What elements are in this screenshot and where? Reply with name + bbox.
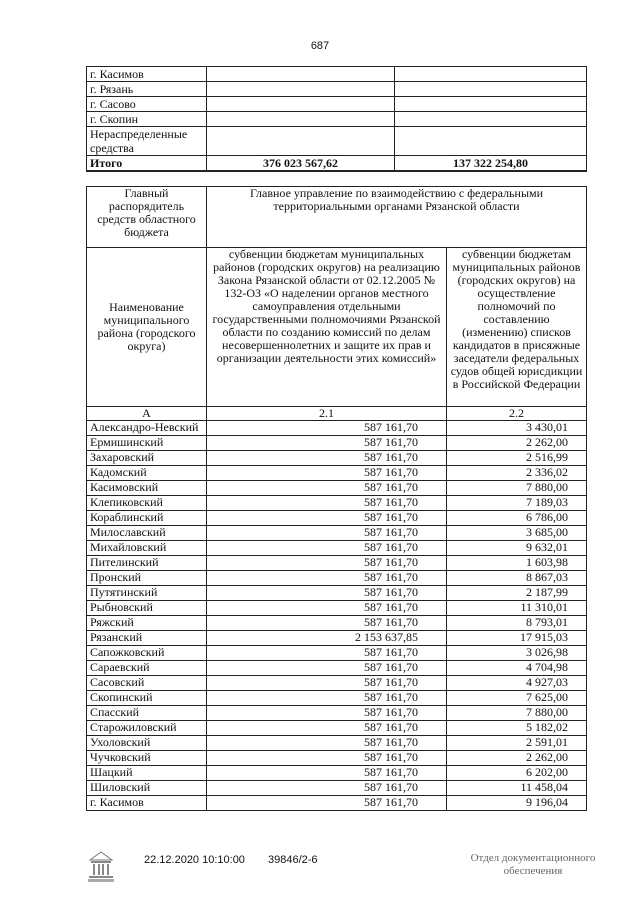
table-row	[87, 541, 587, 556]
subvention-2-1-cell: 587 161,70	[207, 661, 447, 676]
table-row	[87, 751, 587, 766]
subvention-2-2-cell: 7 880,00	[447, 706, 587, 721]
subvention-2-1-cell: 2 153 637,85	[207, 631, 447, 646]
top-table-row	[87, 82, 587, 97]
subvention-2-2-cell: 2 262,00	[447, 751, 587, 766]
amount-cell	[207, 127, 395, 156]
district-name-cell: Чучковский	[87, 751, 207, 766]
district-name-cell: Кораблинский	[87, 511, 207, 526]
column-number-2-1: 2.1	[207, 407, 447, 421]
municipality-name-cell: г. Скопин	[87, 112, 207, 127]
district-name-cell: Клепиковский	[87, 496, 207, 511]
district-name-cell: Шиловский	[87, 781, 207, 796]
subvention-2-2-cell: 3 026,98	[447, 646, 587, 661]
district-name-cell: Спасский	[87, 706, 207, 721]
table-row	[87, 481, 587, 496]
total-amount-cell: 137 322 254,80	[395, 156, 587, 172]
subvention-2-1-cell: 587 161,70	[207, 721, 447, 736]
subvention-2-1-cell: 587 161,70	[207, 736, 447, 751]
subvention-2-1-cell: 587 161,70	[207, 481, 447, 496]
district-name-cell: Ряжский	[87, 616, 207, 631]
district-name-cell: Рыбновский	[87, 601, 207, 616]
subvention-2-1-cell: 587 161,70	[207, 436, 447, 451]
building-emblem-icon	[86, 850, 116, 884]
total-amount-cell: 376 023 567,62	[207, 156, 395, 172]
table-row	[87, 511, 587, 526]
subvention-2-2-cell: 4 704,98	[447, 661, 587, 676]
subvention-2-2-cell: 8 793,01	[447, 616, 587, 631]
amount-cell	[395, 127, 587, 156]
district-name-cell: Пителинский	[87, 556, 207, 571]
distributor-value: Главное управление по взаимодействию с федеральными территориальными органами Рязанской области	[207, 187, 587, 248]
column-2-1-header: субвенции бюджетам муниципальных районов (городских округов) на реализацию Закона Рязанской области от 02.12.2005 № 132-ОЗ «О наделении органов местного самоуправления отдельными государственными полномочиями Рязанской области по созданию комиссий по делам несовершеннолетних и защите их прав и организации деятельности этих комиссий»	[207, 248, 447, 407]
subvention-2-2-cell: 7 625,00	[447, 691, 587, 706]
total-row	[87, 156, 587, 172]
district-name-cell: Сапожковский	[87, 646, 207, 661]
subvention-2-2-cell: 5 182,02	[447, 721, 587, 736]
table-row	[87, 721, 587, 736]
district-name-cell: Ермишинский	[87, 436, 207, 451]
district-name-cell: Шацкий	[87, 766, 207, 781]
subvention-2-1-cell: 587 161,70	[207, 526, 447, 541]
subvention-2-2-cell: 7 880,00	[447, 481, 587, 496]
table-row	[87, 601, 587, 616]
amount-cell	[395, 82, 587, 97]
table-row	[87, 436, 587, 451]
column-number-row	[87, 407, 587, 421]
district-name-cell: Кадомский	[87, 466, 207, 481]
amount-cell	[395, 97, 587, 112]
table-row	[87, 466, 587, 481]
total-label: Итого	[87, 156, 207, 172]
subvention-2-1-cell: 587 161,70	[207, 616, 447, 631]
subvention-2-2-cell: 9 196,04	[447, 796, 587, 811]
table-row	[87, 736, 587, 751]
subvention-2-2-cell: 4 927,03	[447, 676, 587, 691]
table-row	[87, 496, 587, 511]
subvention-2-2-cell: 1 603,98	[447, 556, 587, 571]
table-row	[87, 646, 587, 661]
subvention-2-2-cell: 2 591,01	[447, 736, 587, 751]
table-row	[87, 451, 587, 466]
subvention-2-2-cell: 9 632,01	[447, 541, 587, 556]
subvention-2-2-cell: 2 336,02	[447, 466, 587, 481]
subvention-2-2-cell: 11 310,01	[447, 601, 587, 616]
column-number-2-2: 2.2	[447, 407, 587, 421]
subvention-2-1-cell: 587 161,70	[207, 601, 447, 616]
subvention-2-1-cell: 587 161,70	[207, 691, 447, 706]
top-table-row	[87, 112, 587, 127]
table-row	[87, 631, 587, 646]
subvention-2-2-cell: 2 516,99	[447, 451, 587, 466]
district-name-cell: Михайловский	[87, 541, 207, 556]
subvention-2-1-cell: 587 161,70	[207, 451, 447, 466]
subvention-2-2-cell: 17 915,03	[447, 631, 587, 646]
page-number: 687	[310, 40, 330, 52]
municipality-name-cell: г. Рязань	[87, 82, 207, 97]
subvention-2-2-cell: 8 867,03	[447, 571, 587, 586]
district-name-cell: Рязанский	[87, 631, 207, 646]
district-name-cell: Старожиловский	[87, 721, 207, 736]
subvention-2-2-cell: 6 786,00	[447, 511, 587, 526]
table-row	[87, 766, 587, 781]
table-row	[87, 706, 587, 721]
subvention-2-2-cell: 7 189,03	[447, 496, 587, 511]
subvention-2-1-cell: 587 161,70	[207, 556, 447, 571]
distributor-label: Главный распорядитель средств областного бюджета	[87, 187, 207, 248]
table-row	[87, 571, 587, 586]
district-name-cell: Ухоловский	[87, 736, 207, 751]
table-row	[87, 661, 587, 676]
top-table-row	[87, 97, 587, 112]
footer-department: Отдел документационного обеспечения	[470, 852, 596, 877]
document-footer	[86, 852, 606, 892]
subvention-2-1-cell: 587 161,70	[207, 781, 447, 796]
column-letter-a: А	[87, 407, 207, 421]
subvention-2-1-cell: 587 161,70	[207, 706, 447, 721]
district-name-cell: Сасовский	[87, 676, 207, 691]
table-row	[87, 796, 587, 811]
amount-cell	[207, 67, 395, 82]
table-row	[87, 556, 587, 571]
table-row	[87, 586, 587, 601]
subvention-2-1-cell: 587 161,70	[207, 796, 447, 811]
table-row	[87, 616, 587, 631]
table-row	[87, 526, 587, 541]
subvention-2-1-cell: 587 161,70	[207, 466, 447, 481]
district-name-cell: Пронский	[87, 571, 207, 586]
footer-doc-number: 39846/2-6	[268, 854, 318, 866]
municipality-name-cell: Нераспределенные средства	[87, 127, 207, 156]
amount-cell	[395, 67, 587, 82]
top-summary-table	[86, 66, 587, 172]
municipality-name-cell: г. Касимов	[87, 67, 207, 82]
district-name-cell: Захаровский	[87, 451, 207, 466]
subvention-2-1-cell: 587 161,70	[207, 766, 447, 781]
subvention-2-1-cell: 587 161,70	[207, 421, 447, 436]
subvention-2-2-cell: 2 187,99	[447, 586, 587, 601]
distributor-row	[87, 187, 587, 248]
column-2-2-header: субвенции бюджетам муниципальных районов (городских округов) на осуществление полномочий по составлению (изменению) списков кандидатов в присяжные заседатели федеральных судов общей юрисдикции в Российской Федерации	[447, 248, 587, 407]
subvention-2-1-cell: 587 161,70	[207, 541, 447, 556]
amount-cell	[207, 97, 395, 112]
district-name-cell: Путятинский	[87, 586, 207, 601]
table-row	[87, 676, 587, 691]
top-table-row	[87, 67, 587, 82]
district-name-cell: г. Касимов	[87, 796, 207, 811]
name-column-header: Наименование муниципального района (городского округа)	[87, 248, 207, 407]
municipality-name-cell: г. Сасово	[87, 97, 207, 112]
amount-cell	[207, 82, 395, 97]
table-row	[87, 781, 587, 796]
district-name-cell: Милославский	[87, 526, 207, 541]
subvention-2-2-cell: 11 458,04	[447, 781, 587, 796]
amount-cell	[207, 112, 395, 127]
subvention-table	[86, 186, 587, 811]
footer-datetime: 22.12.2020 10:10:00	[144, 854, 245, 866]
table-row	[87, 691, 587, 706]
column-header-row	[87, 248, 587, 407]
subvention-2-1-cell: 587 161,70	[207, 751, 447, 766]
district-name-cell: Касимовский	[87, 481, 207, 496]
subvention-2-1-cell: 587 161,70	[207, 571, 447, 586]
subvention-2-1-cell: 587 161,70	[207, 496, 447, 511]
subvention-2-2-cell: 6 202,00	[447, 766, 587, 781]
subvention-2-2-cell: 3 685,00	[447, 526, 587, 541]
subvention-2-1-cell: 587 161,70	[207, 586, 447, 601]
subvention-2-2-cell: 3 430,01	[447, 421, 587, 436]
amount-cell	[395, 112, 587, 127]
subvention-2-2-cell: 2 262,00	[447, 436, 587, 451]
subvention-2-1-cell: 587 161,70	[207, 676, 447, 691]
district-name-cell: Александро-Невский	[87, 421, 207, 436]
top-table-row	[87, 127, 587, 156]
district-name-cell: Скопинский	[87, 691, 207, 706]
table-row	[87, 421, 587, 436]
district-name-cell: Сараевский	[87, 661, 207, 676]
subvention-2-1-cell: 587 161,70	[207, 511, 447, 526]
subvention-2-1-cell: 587 161,70	[207, 646, 447, 661]
